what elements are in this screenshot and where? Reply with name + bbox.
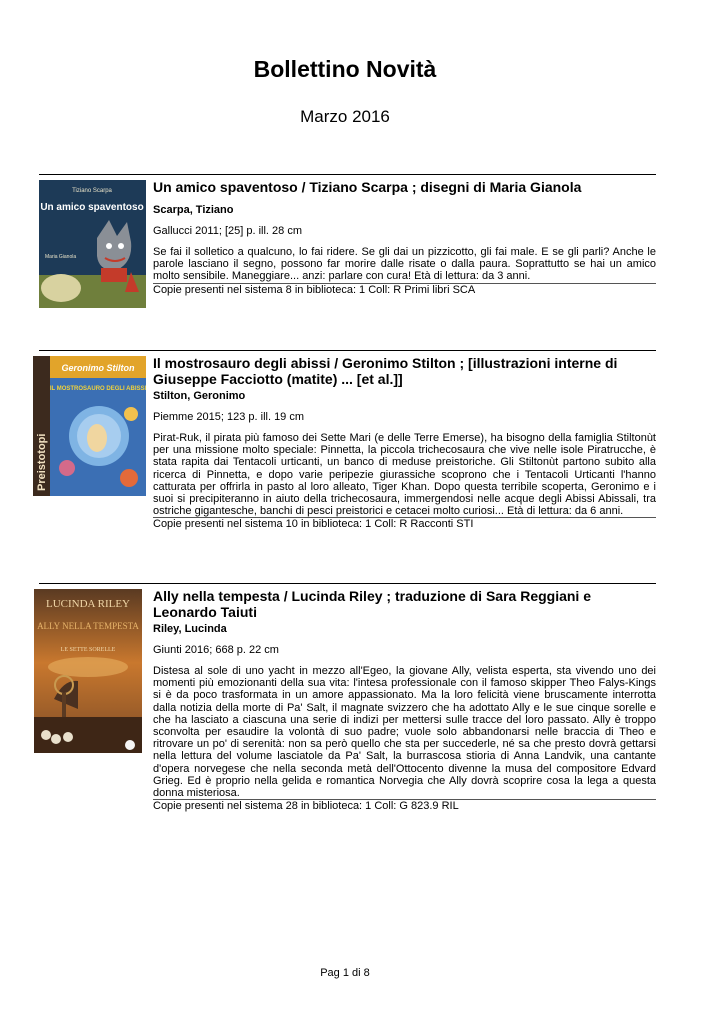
cover-spine-text: Preistotopi	[36, 433, 48, 491]
book-copies: Copie presenti nel sistema 10 in biblioteca: 1 Coll: R Racconti STI	[153, 517, 656, 530]
book-author: Riley, Lucinda	[153, 623, 227, 635]
book-author: Scarpa, Tiziano	[153, 204, 234, 216]
cover-art	[34, 589, 142, 753]
book-publication: Giunti 2016; 668 p. 22 cm	[153, 644, 279, 656]
book-publication: Piemme 2015; 123 p. ill. 19 cm	[153, 411, 305, 423]
cover-title-text: IL MOSTROSAURO DEGLI ABISSI	[49, 386, 146, 392]
book-abstract: Se fai il solletico a qualcuno, lo fai ridere. Se gli dai un pizzicotto, gli fai male. E se gli parli? Anche le parole lasciano il segno, possono far morire dalle risate o dalla paura. Soprattutto se hai un amico molto sensibile. Maneggiare... anzi: parlare con cura! Età di lettura: da 3 anni.	[153, 246, 656, 283]
book-copies: Copie presenti nel sistema 28 in biblioteca: 1 Coll: G 823.9 RIL	[153, 799, 656, 812]
cover-author-text: LUCINDA RILEY	[45, 598, 131, 610]
cover-author-text: Tiziano Scarpa	[72, 188, 112, 194]
cover-illustrator-text: Maria Gianola	[45, 254, 77, 260]
book-publication: Gallucci 2011; [25] p. ill. 28 cm	[153, 225, 302, 237]
cover-art	[39, 180, 146, 308]
book-copies: Copie presenti nel sistema 8 in biblioteca: 1 Coll: R Primi libri SCA	[153, 283, 656, 296]
entry-info	[153, 355, 656, 530]
page-footer: Pag 1 di 8	[320, 967, 370, 979]
book-author: Stilton, Geronimo	[153, 390, 246, 402]
entry-info	[153, 588, 656, 812]
book-abstract: Distesa al sole di uno yacht in mezzo all'Egeo, la giovane Ally, velista esperta, sta vivendo uno dei momenti più emozionanti della sua vita: l'intesa professionale con il famoso skipper Theo Falys-Kings si è da poco trasformata in un amore appassionato. Ma la loro felicità viene bruscamente interrotta dalla notizia della morte di Pa' Salt, il magnate svizzero che ha adottato Ally e le sue cinque sorelle e che ha lasciato a ciascuna una serie di indizi per mettersi sulle tracce del loro passato. Ally è troppo sconvolta per esaudire la volontà di suo padre; vuole solo abbandonarsi nelle braccia di Theo e ritrovare un po' di serenità: non sa però quello che sta per succederle, né sa che presto dovrà gettarsi nella lettura del volume lasciatole da Pa' Salt, la burrascosa stioria di Anna Landvik, una cantante d'opera norvegese che nella seconda metà dell'Ottocento divenne la musa del compositore Edvard Grieg. Ed è proprio nella gelida e romantica Norvegia che Ally dovrà scoprire cosa la lega a questa donna misteriosa.	[153, 665, 656, 800]
entry-info	[153, 179, 656, 296]
entry-divider	[39, 350, 656, 351]
book-title: Il mostrosauro degli abissi / Geronimo Stilton ; [illustrazioni interne di Giuseppe Facciotto (matite) ... [et al.]]	[153, 355, 618, 387]
book-abstract: Pirat-Ruk, il pirata più famoso dei Sette Mari (e delle Terre Emerse), ha bisogno della famiglia Stiltonùt per una missione molto speciale: Pinnetta, la piccola trichecosaura che vive nelle isole Piratrucche, è stata rapita dai Tentacoli urticanti, un banco di meduse preistoriche. Gli Stiltonùt partono subito alla ricerca di Pinnetta, e dopo varie peripezie giurassiche scoprono che i Tentacoli Urticanti l'hanno catturata per offrirla in pasto al loro alleato, Tiger Khan. Dopo questa terribile scoperta, Geronimo e i suoi si precipiteranno in aiuto della trichecosaura, immergendosi nelle acque degli Abissi Abissali, tra ostriche gigantesche, banchi di pesci preistorici e cetacei molto curiosi... Età di lettura: da 6 anni.	[153, 432, 656, 518]
page-subtitle: Marzo 2016	[300, 107, 390, 126]
book-cover	[39, 180, 146, 308]
page-title: Bollettino Novità	[253, 56, 437, 82]
book-title: Un amico spaventoso / Tiziano Scarpa ; disegni di Maria Gianola	[153, 179, 582, 195]
book-cover	[34, 589, 142, 753]
cover-author-text: Geronimo Stilton	[61, 363, 135, 373]
catalog-entry	[39, 583, 656, 833]
cover-title-text: Un amico spaventoso	[40, 202, 144, 213]
book-title: Ally nella tempesta / Lucinda Riley ; traduzione di Sara Reggiani e Leonardo Taiuti	[153, 588, 591, 620]
book-cover	[33, 356, 146, 496]
entry-divider	[39, 174, 656, 175]
catalog-entry	[36, 350, 656, 550]
catalog-entry	[39, 174, 656, 314]
cover-art	[33, 356, 146, 496]
cover-title-text: ALLY NELLA TEMPESTA	[37, 621, 139, 631]
cover-series-text: LE SETTE SORELLE	[60, 647, 116, 653]
entry-divider	[39, 583, 656, 584]
